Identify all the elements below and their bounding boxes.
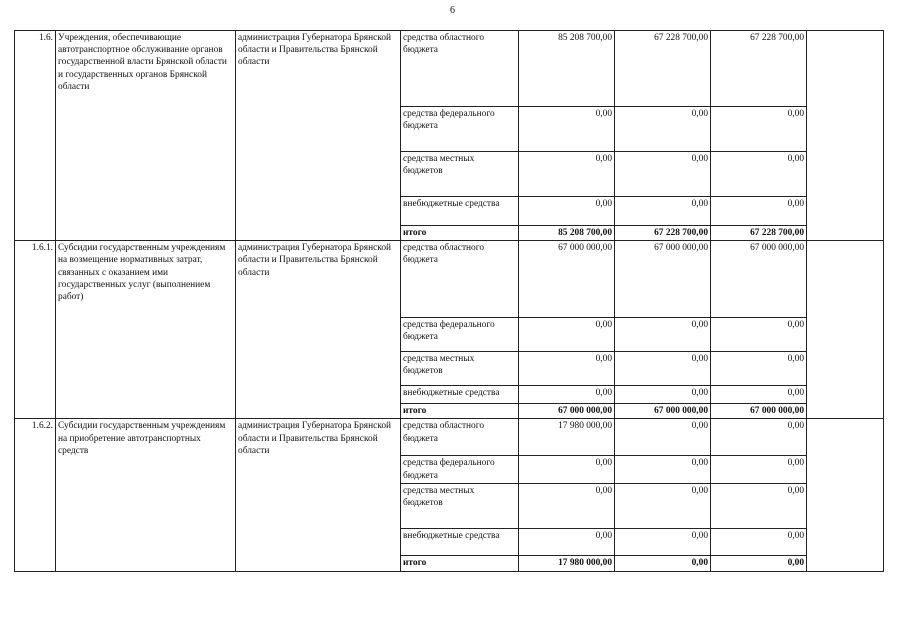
amount-year-3: 0,00	[711, 352, 807, 386]
amount-year-2: 0,00	[615, 107, 711, 152]
amount-year-1: 0,00	[519, 197, 615, 226]
funding-source: средства местных бюджетов	[401, 352, 519, 386]
page-number: 6	[450, 5, 455, 16]
amount-year-3: 0,00	[711, 197, 807, 226]
amount-year-2: 67 228 700,00	[615, 226, 711, 241]
funding-source: средства федерального бюджета	[401, 107, 519, 152]
budget-table	[14, 30, 884, 572]
amount-year-3: 0,00	[711, 386, 807, 404]
table-row	[15, 419, 884, 456]
amount-year-3: 0,00	[711, 528, 807, 555]
blank-column-cell	[807, 31, 884, 241]
item-name: Субсидии государственным учреждениям на возмещение нормативных затрат, связанных с оказанием ими государственных услуг (выполнением работ)	[56, 241, 236, 419]
amount-year-2: 0,00	[615, 419, 711, 456]
table-row	[15, 31, 884, 107]
amount-year-1: 67 000 000,00	[519, 404, 615, 419]
funding-source: средства местных бюджетов	[401, 152, 519, 197]
funding-source: итого	[401, 404, 519, 419]
amount-year-1: 0,00	[519, 352, 615, 386]
amount-year-1: 0,00	[519, 456, 615, 483]
amount-year-2: 0,00	[615, 152, 711, 197]
amount-year-3: 0,00	[711, 555, 807, 571]
amount-year-2: 0,00	[615, 197, 711, 226]
funding-source: итого	[401, 555, 519, 571]
amount-year-2: 0,00	[615, 352, 711, 386]
amount-year-1: 17 980 000,00	[519, 419, 615, 456]
item-executor: администрация Губернатора Брянской области и Правительства Брянской области	[236, 419, 401, 571]
item-code: 1.6.2.	[15, 419, 56, 571]
amount-year-2: 0,00	[615, 483, 711, 528]
amount-year-3: 0,00	[711, 419, 807, 456]
amount-year-2: 0,00	[615, 386, 711, 404]
funding-source: внебюджетные средства	[401, 386, 519, 404]
table-row	[15, 241, 884, 318]
amount-year-2: 67 000 000,00	[615, 241, 711, 318]
funding-source: средства областного бюджета	[401, 31, 519, 107]
amount-year-2: 67 000 000,00	[615, 404, 711, 419]
amount-year-1: 67 000 000,00	[519, 241, 615, 318]
amount-year-1: 0,00	[519, 318, 615, 352]
item-name: Учреждения, обеспечивающие автотранспортное обслуживание органов государственной власти Брянской области и государственных органов Брянской области	[56, 31, 236, 241]
amount-year-1: 0,00	[519, 107, 615, 152]
amount-year-2: 0,00	[615, 456, 711, 483]
amount-year-3: 67 228 700,00	[711, 31, 807, 107]
item-code: 1.6.1.	[15, 241, 56, 419]
item-executor: администрация Губернатора Брянской области и Правительства Брянской области	[236, 31, 401, 241]
amount-year-1: 17 980 000,00	[519, 555, 615, 571]
amount-year-2: 67 228 700,00	[615, 31, 711, 107]
funding-source: средства областного бюджета	[401, 241, 519, 318]
amount-year-2: 0,00	[615, 528, 711, 555]
amount-year-3: 0,00	[711, 107, 807, 152]
amount-year-3: 0,00	[711, 318, 807, 352]
funding-source: средства местных бюджетов	[401, 483, 519, 528]
amount-year-1: 0,00	[519, 386, 615, 404]
item-executor: администрация Губернатора Брянской области и Правительства Брянской области	[236, 241, 401, 419]
amount-year-3: 0,00	[711, 456, 807, 483]
funding-source: итого	[401, 226, 519, 241]
amount-year-1: 85 208 700,00	[519, 226, 615, 241]
funding-source: средства федерального бюджета	[401, 456, 519, 483]
amount-year-3: 67 228 700,00	[711, 226, 807, 241]
blank-column-cell	[807, 419, 884, 571]
amount-year-2: 0,00	[615, 318, 711, 352]
amount-year-1: 0,00	[519, 483, 615, 528]
item-code: 1.6.	[15, 31, 56, 241]
funding-source: средства областного бюджета	[401, 419, 519, 456]
amount-year-3: 67 000 000,00	[711, 404, 807, 419]
funding-source: внебюджетные средства	[401, 528, 519, 555]
amount-year-1: 0,00	[519, 528, 615, 555]
amount-year-1: 85 208 700,00	[519, 31, 615, 107]
amount-year-1: 0,00	[519, 152, 615, 197]
amount-year-2: 0,00	[615, 555, 711, 571]
amount-year-3: 0,00	[711, 152, 807, 197]
amount-year-3: 67 000 000,00	[711, 241, 807, 318]
item-name: Субсидии государственным учреждениям на приобретение автотранспортных средств	[56, 419, 236, 571]
funding-source: средства федерального бюджета	[401, 318, 519, 352]
blank-column-cell	[807, 241, 884, 419]
amount-year-3: 0,00	[711, 483, 807, 528]
funding-source: внебюджетные средства	[401, 197, 519, 226]
